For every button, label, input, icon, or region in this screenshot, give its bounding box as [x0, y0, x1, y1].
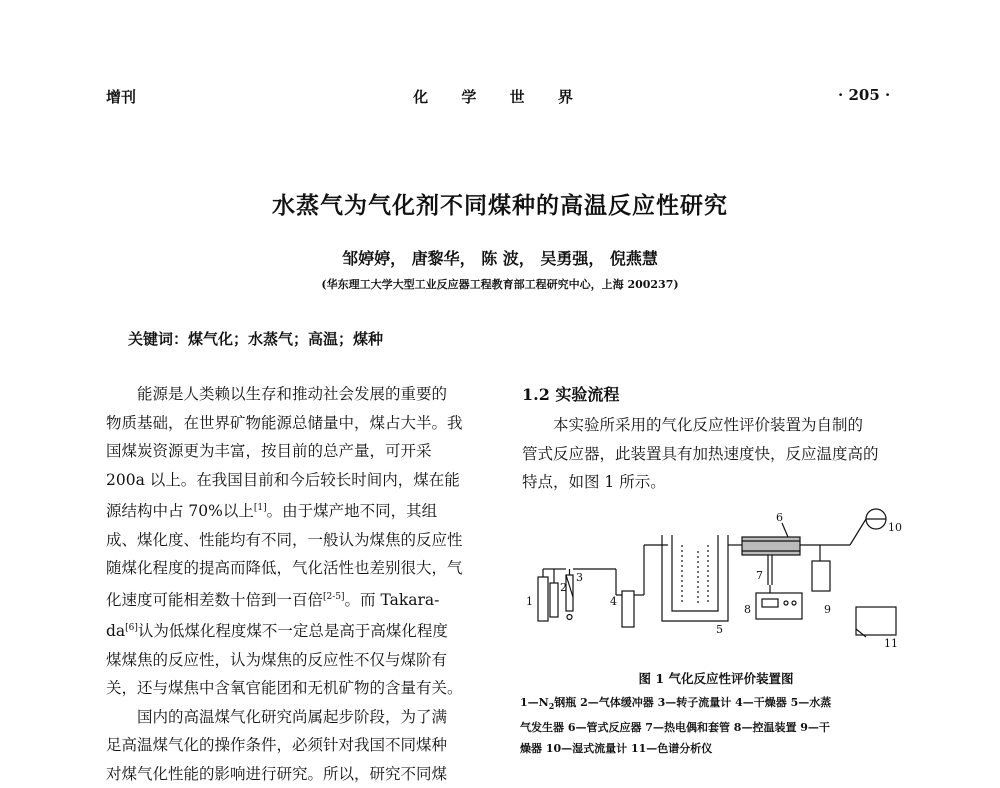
figure-caption: 图 1 气化反应性评价装置图: [638, 671, 794, 686]
affiliation: (华东理工大学大型工业反应器工程教育部工程研究中心，上海 200237): [321, 278, 679, 291]
body-line: 关，还与煤焦中含氧官能团和无机矿物的含量有关。: [106, 679, 463, 698]
body-line: 管式反应器，此装置具有加热速度快，反应温度高的: [522, 444, 879, 463]
figure-label: 2: [560, 581, 567, 594]
body-line: 随煤化程度的提高而降低，气化活性也差别很大，气: [106, 559, 463, 578]
figure-label: 7: [756, 569, 763, 582]
controller-knob: [784, 601, 788, 605]
author-list: 邹婷婷， 唐黎华， 陈 波， 吴勇强， 倪燕慧: [342, 249, 658, 268]
citation-ref: [6]: [125, 623, 138, 634]
figure-label: 8: [744, 603, 751, 616]
keywords: 关键词：煤气化；水蒸气；高温；煤种: [128, 330, 384, 348]
apparatus-diagram: [520, 505, 912, 667]
figure-legend: [520, 692, 912, 759]
body-line: 源结构中占 70%以上[1]。由于煤产地不同，其组: [106, 502, 438, 521]
body-line: 化速度可能相差数十倍到一百倍[2-5]。而 Takara-: [106, 590, 440, 609]
body-line: 煤煤焦的反应性，认为煤焦的反应性不仅与煤阶有: [106, 650, 448, 669]
gas-buffer: [550, 583, 558, 617]
body-line: 国内的高温煤气化研究尚属起步阶段，为了满: [137, 707, 448, 726]
body-line: 能源是人类赖以生存和推动社会发展的重要的: [137, 385, 448, 403]
controller-display: [762, 599, 778, 607]
figure-label: 9: [824, 603, 831, 616]
section-heading: 1.2 实验流程: [522, 385, 620, 404]
temperature-controller: [756, 593, 802, 619]
figure-label: 6: [776, 511, 783, 524]
pipe: [850, 519, 866, 545]
journal-issue-label: 增刊: [106, 88, 137, 106]
leader-line: [782, 523, 788, 537]
body-line: 200a 以上。在我国目前和今后较长时间内，煤在能: [106, 470, 460, 489]
gc-analyzer: [856, 607, 896, 635]
figure-label: 3: [576, 571, 583, 584]
journal-name: 化 学 世 界: [413, 88, 587, 106]
figure-label: 11: [884, 637, 898, 650]
rotameter-float: [566, 575, 573, 597]
body-line: 本实验所采用的气化反应性评价装置为自制的: [553, 416, 864, 434]
valve: [567, 615, 572, 620]
n2-cylinder: [538, 577, 548, 621]
body-line: 特点，如图 1 所示。: [522, 473, 666, 491]
leader-line: [856, 629, 866, 637]
dryer-2: [812, 561, 830, 591]
body-line: 成、煤化度、性能均有不同，一般认为煤焦的反应性: [106, 530, 463, 549]
legend-line: $1—N_2$钢瓶 2—气体缓冲器 3—转子流量计 4—干燥器 5—水蒸: [520, 696, 832, 712]
controller-knob: [792, 601, 796, 605]
figure-label: 1: [526, 595, 533, 608]
article-title: 水蒸气为气化剂不同煤种的高温反应性研究: [272, 193, 728, 219]
figure-label: 5: [716, 623, 723, 636]
body-line: 对煤气化性能的影响进行研究。所以，研究不同煤: [106, 764, 448, 783]
page-number: · 205 ·: [838, 86, 891, 104]
body-line: 国煤炭资源更为丰富，按目前的总产量，可开采: [106, 442, 432, 460]
tube-reactor: [742, 537, 800, 555]
figure-label: 4: [610, 595, 617, 608]
citation-ref: [1]: [253, 503, 267, 513]
body-line: 物质基础，在世界矿物能源总储量中，煤占大半。我: [106, 413, 463, 432]
figure-label: 10: [888, 521, 902, 534]
body-line: da[6]认为低煤化程度煤不一定总是高于高煤化程度: [106, 622, 448, 641]
dryer: [622, 591, 634, 627]
subscript: 2: [548, 701, 555, 712]
citation-ref: [2-5]: [323, 591, 345, 602]
left-column-text: [106, 380, 488, 788]
body-line: 足高温煤气化的操作条件，必须针对我国不同煤种: [106, 736, 448, 755]
legend-line: 燥器 10—湿式流量计 11—色谱分析仪: [520, 742, 713, 756]
legend-line: 气发生器 6—管式反应器 7—热电偶和套管 8—控温装置 9—干: [520, 721, 830, 735]
steam-generator-inner: [672, 535, 718, 611]
right-column-text: [522, 411, 912, 497]
